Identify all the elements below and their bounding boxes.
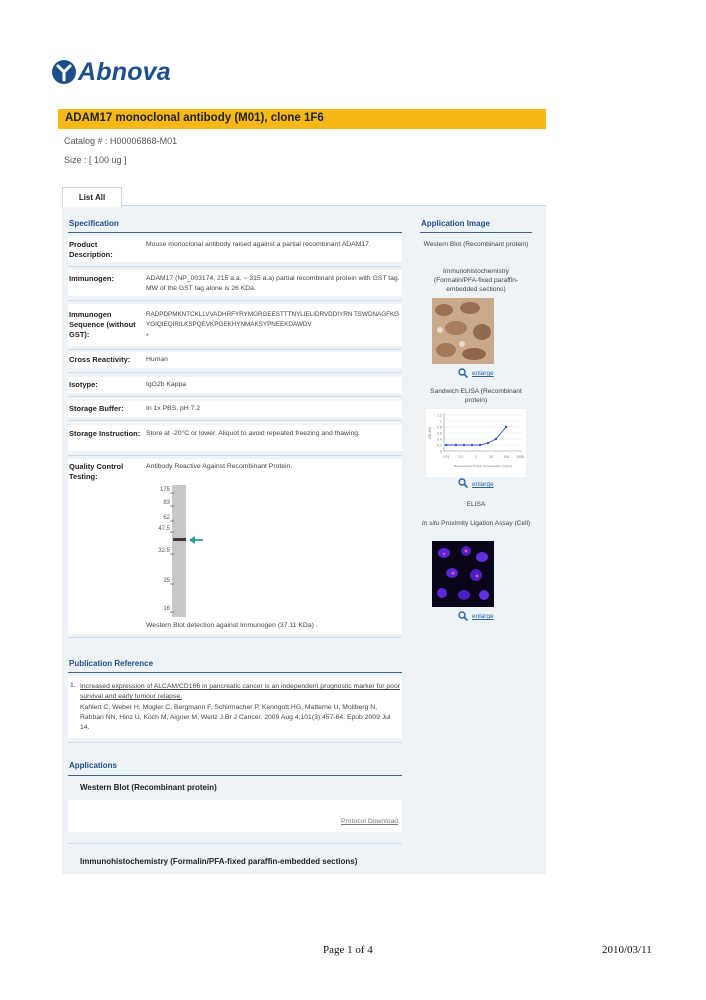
mw-marker: 62 <box>163 515 170 521</box>
app-image-caption: Western Blot (Recombinant protein) <box>423 241 529 248</box>
spec-label: Storage Instruction: <box>69 429 141 438</box>
x-tick: 0.01 <box>442 455 450 459</box>
row-separator <box>68 843 402 844</box>
mw-marker: 175 <box>159 487 170 493</box>
row-separator <box>68 420 402 421</box>
spec-label: Cross Reactivity: <box>69 355 131 364</box>
y-tick: 0.4 <box>437 437 442 442</box>
blot-band <box>173 538 186 541</box>
app-image-caption: Sandwich ELISA (Recombinant protein) <box>430 388 522 404</box>
application-bg <box>68 800 402 832</box>
spec-label: Storage Buffer: <box>69 404 124 413</box>
y-tick: 1.2 <box>437 413 442 418</box>
catalog-number: Catalog # : H00006868-M01 <box>64 136 178 146</box>
y-tick: 0.2 <box>437 443 442 448</box>
spec-value: Mouse monoclonal antibody raised against a partial recombinant ADAM17. <box>146 241 371 248</box>
spec-value: Antibody Reactive Against Recombinant Protein. <box>146 463 293 470</box>
application-image-header: Application Image <box>421 219 490 228</box>
blot-marker-ticks <box>170 486 206 614</box>
y-tick: 0.8 <box>437 425 442 430</box>
x-tick: 0.1 <box>458 455 464 459</box>
sandwich-elisa-chart[interactable] <box>426 409 526 477</box>
row-separator <box>68 396 402 397</box>
publication-citation: Kahlert C, Weber H, Mogler C, Bergmann F, Schirmacher P, Kenngott HG, Matterne U, Mollberg N, Rahbari NN, Hinz U, Koch M, Aigner M, Weitz J.Br J Cancer. 2009 Aug 4;101(3):457-64. Epub 2009 Jul 14. <box>80 704 391 731</box>
applications-header: Applications <box>69 761 118 770</box>
application-title: Western Blot (Recombinant protein) <box>80 783 217 792</box>
magnifier-icon[interactable] <box>458 478 468 488</box>
spec-label: Immunogen Sequence (without GST): <box>69 310 136 339</box>
y-tick: 0 <box>440 449 442 454</box>
spec-value-sequence: RADPDPMKNTCKLLVVADHRFYRYMGRGEESTTTNYLIELIDRVDDIYRN TSWDNAGFKGYGIQIEQIRILKSPQEVKPGEKHYNMAKSYPNEEKDAWDV <box>146 311 400 328</box>
caption-text: Proximity Ligation Assay (Cell) <box>439 520 531 527</box>
spec-value: ADAM17 (NP_003174, 215 a.a. ~ 315 a.a) partial recombinant protein with GST tag. MW of the GST tag alone is 26 KDa. <box>146 275 400 292</box>
app-image-caption: ELISA <box>466 501 486 508</box>
row-separator <box>68 637 402 638</box>
row-separator <box>68 372 402 373</box>
specification-divider <box>68 232 402 233</box>
sequence-tail: * <box>146 333 149 340</box>
spec-label: Product Description: <box>69 240 113 259</box>
application-image-divider <box>420 232 532 233</box>
publication-divider <box>68 672 402 673</box>
mw-marker: 47.5 <box>158 526 170 532</box>
spec-value: Store at -20°C or lower. Aliquot to avoid repeated freezing and thawing. <box>146 430 360 437</box>
publication-title-link[interactable]: Increased expression of ALCAM/CD166 in pancreatic cancer is an independent prognostic marker for poor survival and early tumour relapse. <box>80 683 401 700</box>
print-date: 2010/03/11 <box>602 944 652 956</box>
x-tick: 100 <box>503 455 509 459</box>
mw-marker: 32.5 <box>158 548 170 554</box>
spec-value: Human <box>146 356 168 363</box>
mw-marker: 83 <box>163 500 170 506</box>
spec-row-bg <box>68 459 402 634</box>
blot-caption: Western Blot detection against Immunogen (37.11 KDa) . <box>146 622 318 629</box>
app-image-caption-pla <box>420 519 532 528</box>
caption-italic: In situ <box>421 520 440 527</box>
spec-label: Quality Control Testing: <box>69 462 124 481</box>
applications-divider <box>68 775 402 776</box>
enlarge-link[interactable]: enlarge <box>472 370 494 377</box>
spec-label: Immunogen: <box>69 274 114 283</box>
row-separator <box>68 300 402 301</box>
magnifier-icon[interactable] <box>458 611 468 621</box>
x-tick: 10 <box>489 455 493 459</box>
product-size: Size : [ 100 ug ] <box>64 155 127 165</box>
row-separator <box>68 455 402 456</box>
brand-name: Abnova <box>78 58 171 86</box>
application-title: Immunohistochemistry (Formalin/PFA-fixed paraffin-embedded sections) <box>80 857 358 866</box>
band-arrow-icon <box>189 536 195 544</box>
x-axis-label: Recombinant Protein Concentration (ng/ml) <box>454 464 512 468</box>
y-tick: 0.6 <box>437 431 442 436</box>
mw-marker: 25 <box>163 578 170 584</box>
mw-marker: 16 <box>163 606 170 612</box>
ihc-image[interactable] <box>432 298 494 364</box>
app-image-caption: Immunohistochemistry (Formalin/PFA-fixed paraffin-embedded sections) <box>433 268 519 293</box>
y-axis-label: OD 450 <box>428 426 432 440</box>
y-tick: 1 <box>440 419 442 424</box>
tab-list-all[interactable]: List All <box>62 187 122 207</box>
product-title: ADAM17 monoclonal antibody (M01), clone 1F6 <box>65 112 324 124</box>
publication-header: Publication Reference <box>69 659 154 668</box>
spec-value: In 1x PBS, pH 7.2 <box>146 405 201 412</box>
enlarge-link[interactable]: enlarge <box>472 481 494 488</box>
product-title-bar <box>58 109 546 129</box>
row-separator <box>68 266 402 267</box>
pla-image[interactable] <box>432 541 494 607</box>
enlarge-link[interactable]: enlarge <box>472 613 494 620</box>
publication-number: 1. <box>70 682 76 689</box>
x-tick: 1000 <box>516 455 524 459</box>
row-separator <box>68 742 402 743</box>
magnifier-icon[interactable] <box>458 368 468 378</box>
spec-value: IgG2b Kappa <box>146 381 187 388</box>
x-tick: 1 <box>475 455 477 459</box>
page-number: Page 1 of 4 <box>323 944 373 956</box>
protocol-download-link[interactable]: Protocol Download <box>341 818 399 825</box>
specification-header: Specification <box>69 219 119 228</box>
spec-label: Isotype: <box>69 380 98 389</box>
abnova-logo-icon <box>50 58 78 86</box>
row-separator <box>68 349 402 350</box>
